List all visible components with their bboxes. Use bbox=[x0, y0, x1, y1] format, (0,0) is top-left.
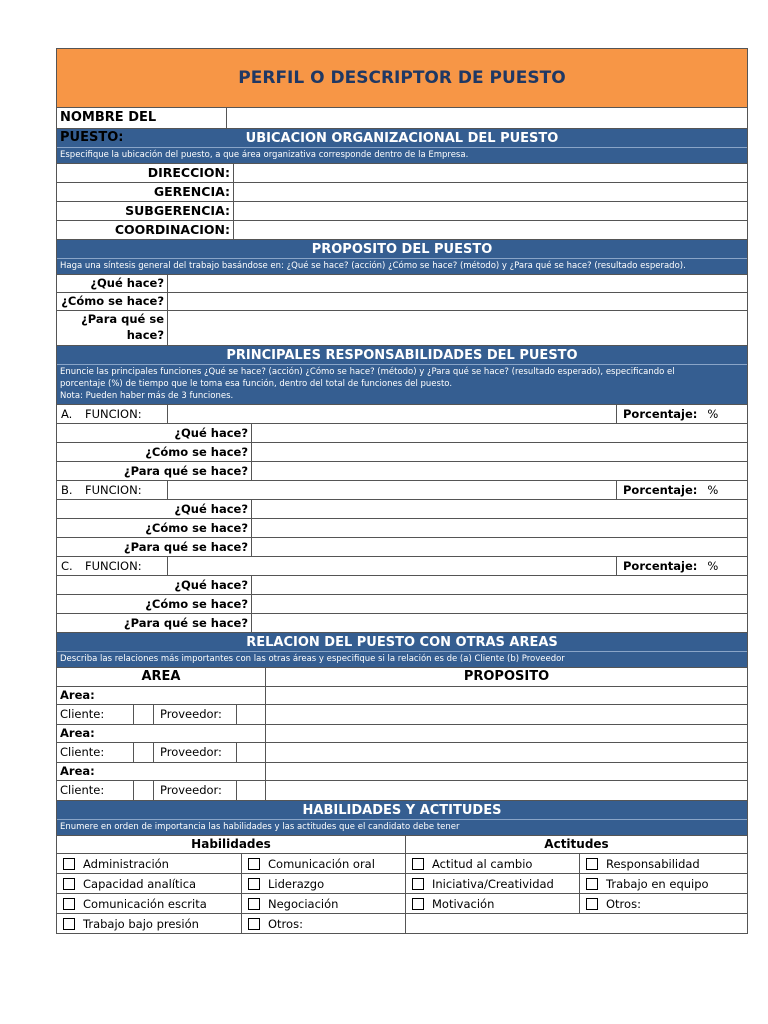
actitud-label: Iniciativa/Creatividad bbox=[432, 876, 554, 891]
relacion-desc: Describa las relaciones más importantes con las otras áreas y especifique si la relación es de (a) Cliente (b) Proveedor bbox=[57, 652, 747, 668]
habilidades-title: HABILIDADES Y ACTITUDES bbox=[57, 801, 747, 820]
funcion-q3-label: ¿Para qué se hace? bbox=[57, 538, 252, 556]
habilidades-header-row bbox=[57, 836, 747, 854]
checkbox[interactable] bbox=[412, 878, 424, 890]
habilidad-label: Comunicación oral bbox=[268, 856, 375, 871]
actitud-item[interactable] bbox=[406, 894, 580, 913]
responsabilidades-title: PRINCIPALES RESPONSABILIDADES DEL PUESTO bbox=[57, 346, 747, 365]
funcion-q1-label: ¿Qué hace? bbox=[57, 424, 252, 442]
habilidades-desc: Enumere en orden de importancia las habilidades y las actitudes que el candidato debe tener bbox=[57, 820, 747, 836]
funcion-q2-label: ¿Cómo se hace? bbox=[57, 443, 252, 461]
funcion-row bbox=[57, 557, 747, 576]
responsabilidades-desc-1: Enuncie las principales funciones ¿Qué se hace? (acción) ¿Cómo se hace? (método) y ¿Para qué se hace? (resultado esperado), especificando el bbox=[60, 367, 675, 377]
habilidad-item[interactable] bbox=[242, 854, 406, 873]
funcion-row bbox=[57, 405, 747, 424]
porcentaje-sign: % bbox=[707, 483, 719, 497]
funcion-q1-label: ¿Qué hace? bbox=[57, 500, 252, 518]
funcion-label bbox=[57, 405, 168, 423]
habilidad-item[interactable] bbox=[57, 874, 242, 893]
porcentaje-cell bbox=[617, 557, 747, 575]
area-label: Area: bbox=[57, 763, 266, 780]
checkbox[interactable] bbox=[586, 898, 598, 910]
porcentaje-label: Porcentaje: bbox=[623, 407, 698, 421]
proposito-row bbox=[57, 275, 747, 293]
funcion-q-row bbox=[57, 576, 747, 595]
funcion-letter: B. bbox=[61, 483, 73, 497]
area-label: Area: bbox=[57, 725, 266, 742]
ubicacion-desc: Especifique la ubicación del puesto, a que área organizativa corresponde dentro de la Empresa. bbox=[57, 148, 747, 164]
habilidad-label: Negociación bbox=[268, 896, 339, 911]
checkbox[interactable] bbox=[586, 858, 598, 870]
funcion-q1-label: ¿Qué hace? bbox=[57, 576, 252, 594]
relacion-header-row bbox=[57, 668, 747, 687]
nombre-label: NOMBRE DEL PUESTO: bbox=[57, 108, 227, 128]
responsabilidades-nota: Nota: Pueden haber más de 3 funciones. bbox=[60, 391, 234, 401]
proposito-q1-input[interactable] bbox=[168, 275, 747, 292]
habilidad-label: Trabajo bajo presión bbox=[83, 916, 199, 931]
funcion-q-row bbox=[57, 462, 747, 481]
relacion-area-row bbox=[57, 725, 747, 743]
porcentaje-sign: % bbox=[707, 559, 719, 573]
direccion-input[interactable] bbox=[234, 164, 747, 182]
relacion-tipo-row bbox=[57, 781, 747, 801]
ubicacion-row bbox=[57, 202, 747, 221]
proveedor-label: Proveedor: bbox=[154, 781, 237, 800]
porcentaje-sign: % bbox=[707, 407, 719, 421]
relacion-tipo-row bbox=[57, 743, 747, 763]
proveedor-checkbox[interactable] bbox=[237, 705, 266, 724]
checkbox[interactable] bbox=[63, 878, 75, 890]
habilidad-item[interactable] bbox=[57, 854, 242, 873]
proveedor-checkbox[interactable] bbox=[237, 743, 266, 762]
funcion-q-row bbox=[57, 595, 747, 614]
relacion-proposito-input[interactable] bbox=[266, 781, 747, 800]
actitud-label: Motivación bbox=[432, 896, 495, 911]
habilidad-label: Comunicación escrita bbox=[83, 896, 207, 911]
checkbox[interactable] bbox=[63, 898, 75, 910]
gerencia-label: GERENCIA: bbox=[57, 183, 234, 201]
habilidades-row bbox=[57, 914, 747, 933]
funcion-q3-input[interactable] bbox=[252, 462, 747, 480]
funcion-q2-label: ¿Cómo se hace? bbox=[57, 595, 252, 613]
funcion-text: FUNCION: bbox=[85, 407, 142, 421]
proposito-row bbox=[57, 293, 747, 311]
habilidad-item[interactable] bbox=[242, 914, 406, 933]
funcion-input[interactable] bbox=[168, 405, 617, 423]
funcion-label bbox=[57, 557, 168, 575]
funcion-q2-input[interactable] bbox=[252, 443, 747, 461]
checkbox[interactable] bbox=[412, 898, 424, 910]
funcion-q-row bbox=[57, 519, 747, 538]
funcion-q-row bbox=[57, 424, 747, 443]
checkbox[interactable] bbox=[248, 918, 260, 930]
responsabilidades-desc-2: porcentaje (%) de tiempo que le toma esa función, dentro del total de funciones del puesto. bbox=[60, 379, 453, 389]
relacion-tipo-row bbox=[57, 705, 747, 725]
proveedor-label: Proveedor: bbox=[154, 705, 237, 724]
proposito-q3-input[interactable] bbox=[168, 311, 747, 345]
job-profile-form bbox=[56, 48, 748, 934]
proposito-q3-line1: ¿Para qué se bbox=[81, 312, 164, 326]
habilidades-row bbox=[57, 874, 747, 894]
actitud-item[interactable] bbox=[580, 894, 747, 913]
habilidad-label: Administración bbox=[83, 856, 169, 871]
funcion-letter: C. bbox=[61, 559, 73, 573]
actitud-label: Responsabilidad bbox=[606, 856, 700, 871]
habilidades-header: Habilidades bbox=[57, 836, 406, 853]
proposito-q2-label: ¿Cómo se hace? bbox=[57, 293, 168, 310]
funcion-input[interactable] bbox=[168, 481, 617, 499]
proveedor-label: Proveedor: bbox=[154, 743, 237, 762]
ubicacion-row bbox=[57, 183, 747, 202]
proposito-q1-label: ¿Qué hace? bbox=[57, 275, 168, 292]
funcion-q3-label: ¿Para qué se hace? bbox=[57, 462, 252, 480]
area-header: AREA bbox=[57, 668, 266, 686]
funcion-q2-input[interactable] bbox=[252, 595, 747, 613]
proposito-desc: Haga una síntesis general del trabajo basándose en: ¿Qué se hace? (acción) ¿Cómo se hace? (método) y ¿Para qué se hace? (resultado esperado). bbox=[57, 259, 747, 275]
habilidades-row bbox=[57, 894, 747, 914]
proposito-q2-input[interactable] bbox=[168, 293, 747, 310]
porcentaje-cell bbox=[617, 481, 747, 499]
actitud-label: Actitud al cambio bbox=[432, 856, 533, 871]
habilidades-row bbox=[57, 854, 747, 874]
subgerencia-input[interactable] bbox=[234, 202, 747, 220]
habilidad-label: Otros: bbox=[268, 916, 303, 931]
funcion-q1-input[interactable] bbox=[252, 576, 747, 594]
funcion-text: FUNCION: bbox=[85, 483, 142, 497]
habilidad-label: Liderazgo bbox=[268, 876, 325, 891]
relacion-title: RELACION DEL PUESTO CON OTRAS AREAS bbox=[57, 633, 747, 652]
actitud-item[interactable] bbox=[406, 854, 580, 873]
relacion-area-row bbox=[57, 687, 747, 705]
area-label: Area: bbox=[57, 687, 266, 704]
ubicacion-row bbox=[57, 221, 747, 240]
subgerencia-label: SUBGERENCIA: bbox=[57, 202, 234, 220]
proposito-header: PROPOSITO bbox=[463, 669, 550, 684]
cliente-checkbox[interactable] bbox=[134, 743, 154, 762]
cliente-checkbox[interactable] bbox=[134, 705, 154, 724]
coordinacion-input[interactable] bbox=[234, 221, 747, 239]
funcion-q-row bbox=[57, 443, 747, 462]
checkbox[interactable] bbox=[248, 898, 260, 910]
ubicacion-title: UBICACION ORGANIZACIONAL DEL PUESTO bbox=[57, 129, 747, 148]
cliente-label: Cliente: bbox=[57, 781, 134, 800]
funcion-q3-label: ¿Para qué se hace? bbox=[57, 614, 252, 632]
funcion-q3-input[interactable] bbox=[252, 538, 747, 556]
funcion-q-row bbox=[57, 614, 747, 633]
checkbox[interactable] bbox=[412, 858, 424, 870]
checkbox[interactable] bbox=[586, 878, 598, 890]
checkbox[interactable] bbox=[63, 858, 75, 870]
actitud-item[interactable] bbox=[406, 874, 580, 893]
funcion-q2-label: ¿Cómo se hace? bbox=[57, 519, 252, 537]
actitud-item[interactable] bbox=[580, 854, 747, 873]
funcion-label bbox=[57, 481, 168, 499]
funcion-row bbox=[57, 481, 747, 500]
direccion-label: DIRECCION: bbox=[57, 164, 234, 182]
funcion-q-row bbox=[57, 538, 747, 557]
funcion-q1-input[interactable] bbox=[252, 500, 747, 518]
funcion-q2-input[interactable] bbox=[252, 519, 747, 537]
actitud-label: Trabajo en equipo bbox=[606, 876, 709, 891]
funcion-text: FUNCION: bbox=[85, 559, 142, 573]
porcentaje-label: Porcentaje: bbox=[623, 559, 698, 573]
coordinacion-label: COORDINACION: bbox=[57, 221, 234, 239]
checkbox[interactable] bbox=[248, 878, 260, 890]
proposito-row bbox=[57, 311, 747, 346]
responsabilidades-desc bbox=[57, 365, 747, 405]
checkbox[interactable] bbox=[248, 858, 260, 870]
relacion-proposito-input[interactable] bbox=[266, 725, 747, 742]
relacion-proposito-input[interactable] bbox=[266, 743, 747, 762]
habilidad-item[interactable] bbox=[57, 914, 242, 933]
actitudes-header: Actitudes bbox=[544, 837, 609, 851]
relacion-proposito-input[interactable] bbox=[266, 705, 747, 724]
nombre-input[interactable] bbox=[227, 108, 747, 128]
cliente-label: Cliente: bbox=[57, 743, 134, 762]
checkbox[interactable] bbox=[63, 918, 75, 930]
proveedor-checkbox[interactable] bbox=[237, 781, 266, 800]
proposito-title: PROPOSITO DEL PUESTO bbox=[57, 240, 747, 259]
relacion-proposito-input[interactable] bbox=[266, 687, 747, 704]
relacion-area-row bbox=[57, 763, 747, 781]
funcion-q1-input[interactable] bbox=[252, 424, 747, 442]
funcion-letter: A. bbox=[61, 407, 73, 421]
funcion-q-row bbox=[57, 500, 747, 519]
gerencia-input[interactable] bbox=[234, 183, 747, 201]
proposito-q3-line2: hace? bbox=[126, 328, 164, 342]
relacion-proposito-input[interactable] bbox=[266, 763, 747, 780]
form-title: PERFIL O DESCRIPTOR DE PUESTO bbox=[57, 49, 747, 108]
proposito-q3-label bbox=[57, 311, 168, 345]
habilidad-item[interactable] bbox=[57, 894, 242, 913]
actitud-item[interactable] bbox=[580, 874, 747, 893]
empty-cell bbox=[406, 914, 747, 933]
habilidad-item[interactable] bbox=[242, 874, 406, 893]
porcentaje-label: Porcentaje: bbox=[623, 483, 698, 497]
ubicacion-row bbox=[57, 164, 747, 183]
funcion-input[interactable] bbox=[168, 557, 617, 575]
porcentaje-cell bbox=[617, 405, 747, 423]
habilidad-item[interactable] bbox=[242, 894, 406, 913]
funcion-q3-input[interactable] bbox=[252, 614, 747, 632]
actitud-label: Otros: bbox=[606, 896, 641, 911]
habilidad-label: Capacidad analítica bbox=[83, 876, 197, 891]
cliente-checkbox[interactable] bbox=[134, 781, 154, 800]
cliente-label: Cliente: bbox=[57, 705, 134, 724]
